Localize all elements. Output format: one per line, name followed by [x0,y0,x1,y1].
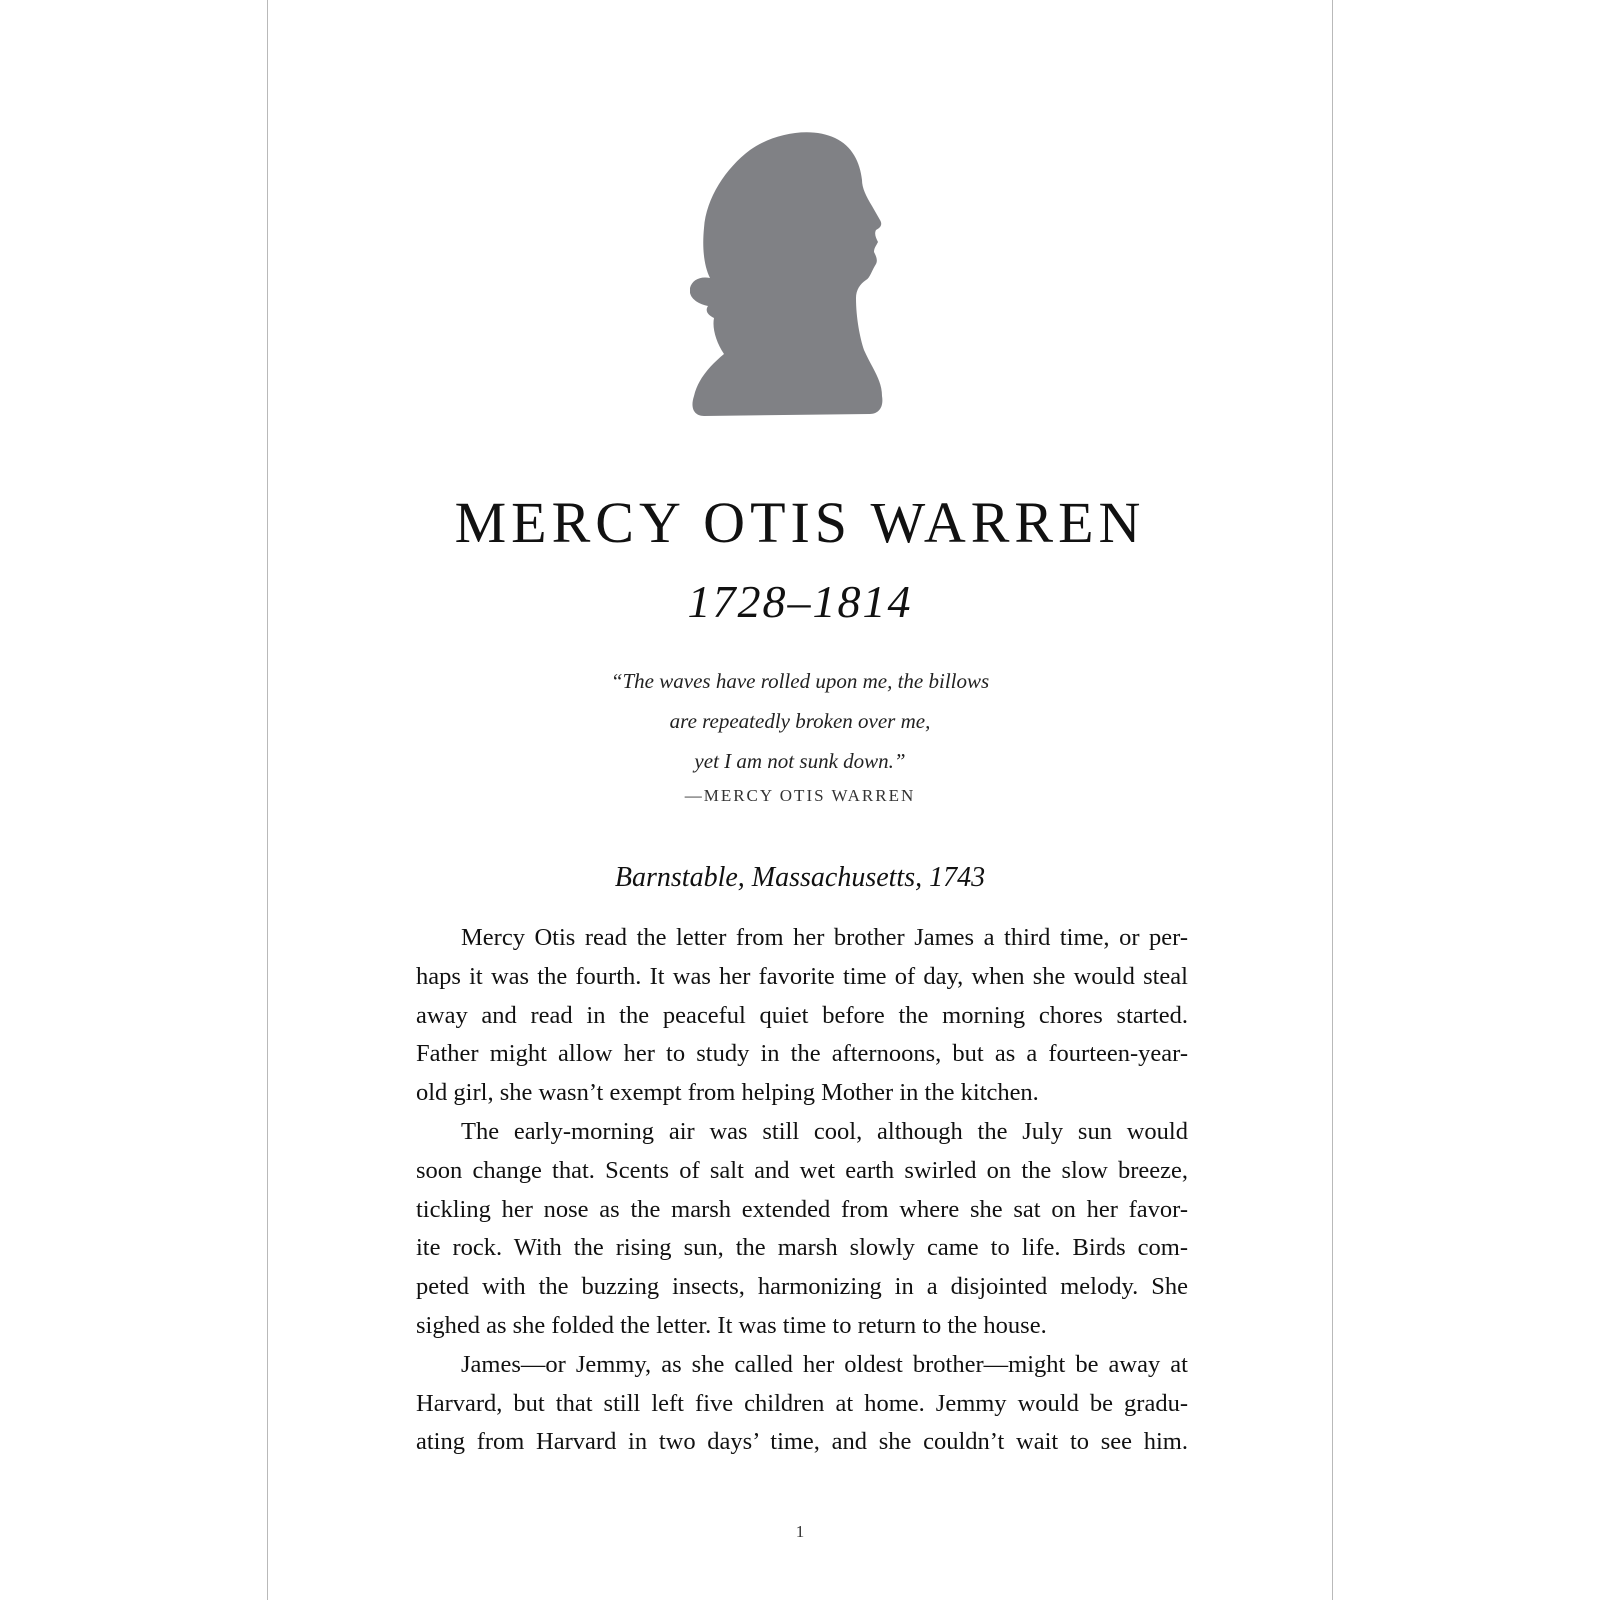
page-number: 1 [795,1522,805,1541]
text-line: Harvard, but that still left five children at home. Jemmy would be gradu- [416,1389,1188,1417]
text-line: Mercy Otis read the letter from her brother James a third time, or per- [461,924,1188,951]
text-line: peted with the buzzing insects, harmonizing in a disjointed melody. She [416,1273,1188,1301]
text-line: ite rock. With the rising sun, the marsh slowly came to life. Birds com- [416,1234,1188,1262]
text-line: sighed as she folded the letter. It was time to return to the house. [416,1311,1047,1339]
chapter-years: 1728–1814 [687,576,913,627]
epigraph-attribution: —MERCY OTIS WARREN [684,786,916,805]
text-line: soon change that. Scents of salt and wet earth swirled on the slow breeze, [416,1156,1188,1184]
body-text [416,919,1188,1462]
setting-heading: Barnstable, Massachusetts, 1743 [614,862,986,893]
epigraph [267,661,1333,781]
text-line: The early-morning air was still cool, although the July sun would [461,1117,1188,1145]
portrait-silhouette-icon [690,128,910,420]
chapter-title: MERCY OTIS WARREN [454,490,1146,555]
text-line: James—or Jemmy, as she called her oldest brother—might be away at [461,1350,1188,1378]
text-line: Father might allow her to study in the afternoons, but as a fourteen-year- [416,1040,1188,1068]
text-line: ating from Harvard in two days’ time, and she couldn’t wait to see him. [416,1428,1188,1456]
text-line: tickling her nose as the marsh extended from where she sat on her favor- [416,1195,1188,1223]
text-line: away and read in the peaceful quiet before the morning chores started. [416,1001,1188,1029]
text-line: haps it was the fourth. It was her favorite time of day, when she would steal [416,962,1188,990]
text-line: old girl, she wasn’t exempt from helping Mother in the kitchen. [416,1079,1039,1107]
epigraph-line: are repeatedly broken over me, [669,709,931,733]
epigraph-line: yet I am not sunk down.” [694,749,906,773]
epigraph-line: “The waves have rolled upon me, the billows [610,669,990,693]
